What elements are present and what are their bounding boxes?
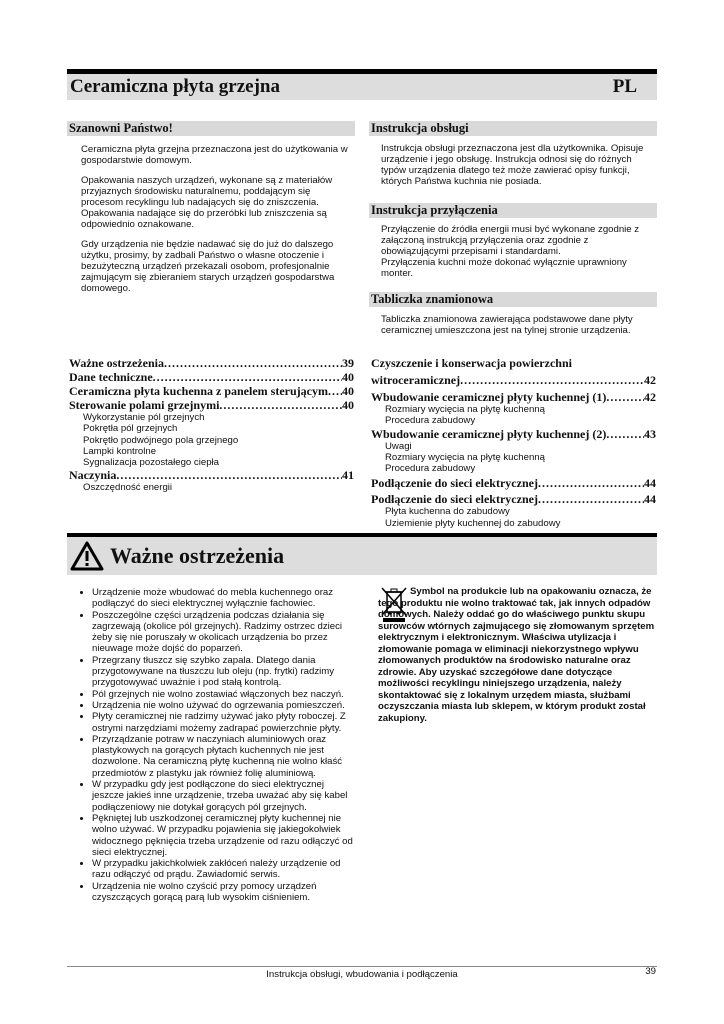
section-heading-rating-plate: Tabliczka znamionowa bbox=[369, 292, 657, 307]
intro-heading: Szanowni Państwo! bbox=[67, 121, 355, 136]
warnings-list bbox=[70, 587, 358, 903]
toc-entry[interactable]: Podłączenie do sieci elektrycznej ..... 44 bbox=[371, 492, 656, 506]
toc-entry[interactable]: Wbudowanie ceramicznej płyty kuchennej (2) ..... 43 bbox=[371, 427, 656, 441]
warning-item: • Pękniętej lub uszkodzonej ceramicznej płyty kuchennej nie wolno używać. W przypadku pojawienia się jakiegokolwiek widocznego pęknięcia trzeba urządzenie od razu odłączyć od sieci elektrycznej. bbox=[92, 813, 358, 858]
warning-item: • Urządzenie może wbudować do mebla kuchennego oraz podłączyć do sieci elektrycznej wyłącznie fachowiec. bbox=[92, 587, 358, 610]
toc-subentry: Uwagi bbox=[385, 440, 412, 452]
toc-entry[interactable]: Sterowanie polami grzejnymi ..... 40 bbox=[69, 398, 354, 412]
toc-right bbox=[371, 356, 656, 529]
toc-entry[interactable]: Wbudowanie ceramicznej płyty kuchennej (1) ..... 42 bbox=[371, 390, 656, 404]
toc-subentry: Lampki kontrolne bbox=[83, 445, 157, 457]
section-text-rating-plate: Tabliczka znamionowa zawierająca podstawowe dane płyty ceramicznej umieszczona jest na tylnej stronie urządzenia. bbox=[381, 314, 633, 336]
toc-subentry: Pokrętła pól grzejnych bbox=[83, 423, 178, 435]
warnings-header bbox=[67, 537, 657, 575]
warning-item: • Urządzenia nie wolno czyścić przy pomocy urządzeń czyszczących gorącą parą lub wysokim ciśnieniem. bbox=[92, 881, 358, 904]
toc-subentry: Procedura zabudowy bbox=[385, 415, 476, 427]
intro-paragraph: Opakowania naszych urządzeń, wykonane są z materiałów przyjaznych środowisku naturalnemu, poddającym się procesom recyklingu lub nadających się do zniszczenia. Opakowania nadające się do przeróbki lub zniszczenia są odpowiednio oznakowane. bbox=[81, 175, 333, 230]
toc-subentry: Sygnalizacja pozostałego ciepła bbox=[83, 457, 219, 469]
toc-entry[interactable]: witroceramicznej ..... 42 bbox=[371, 373, 656, 387]
warnings-list-container bbox=[70, 587, 358, 903]
section-text-connection: Przyłączenie do źródła energii musi być wykonane zgodnie z załączoną instrukcją przyłączenia oraz zgodnie z obowiązującymi przepisami i standardami. Przyłączenia kuchni może dokonać wyłącznie uprawniony monter. bbox=[381, 224, 640, 279]
intro-body bbox=[67, 136, 355, 294]
toc-subentry: Uziemienie płyty kuchennej do zabudowy bbox=[385, 517, 561, 529]
toc-entry[interactable]: Podłączenie do sieci elektrycznej ..... 44 bbox=[371, 476, 656, 490]
warning-triangle-icon bbox=[70, 541, 104, 571]
section-text-instructions: Instrukcja obsługi przeznaczona jest dla użytkownika. Opisuje urządzenie i jego obsługę. Instrukcja odnosi się do różnych typów urządzenia dlatego też może zawierać opisy funkcji, których Państwa kuchnia nie posiada. bbox=[381, 143, 644, 187]
info-sections bbox=[369, 121, 657, 336]
warning-item: • Przegrzany tłuszcz się szybko zapala. Dlatego dania przygotowywane na tłuszczu lub oleju (np. frytki) radzimy przygotowywać uważnie i pod stałą kontrolą. bbox=[92, 655, 358, 689]
toc-subentry: Rozmiary wycięcia na płytę kuchenną bbox=[385, 451, 545, 463]
toc-subentry: Oszczędność energii bbox=[83, 482, 173, 494]
warning-item: • Przyrządzanie potraw w naczyniach aluminiowych oraz plastykowych na gorących płytach kuchennych nie jest dozwolone. Na ceramiczną płytę kuchenną nie wolno kłaść przedmiotów z plastyku jak również folię aluminiową. bbox=[92, 734, 358, 779]
warning-item: • Płyty ceramicznej nie radzimy używać jako płyty roboczej. Z ostrymi narzędziami możemy zadrapać powierzchnie płyty. bbox=[92, 711, 358, 734]
toc-entry[interactable]: Naczynia ..... 41 bbox=[69, 468, 354, 482]
toc-subentry: Rozmiary wycięcia na płytę kuchenną bbox=[385, 404, 545, 415]
weee-notice: Symbol na produkcie lub na opakowaniu oznacza, że tego produktu nie wolno traktować tak, jak innych odpadów domowych. Należy oddać go do właściwego punktu skupu surowców wtórnych zajmującego się złomowanym sprzętem elektrycznym i elektronicznym. Właściwa utylizacja i złomowanie pomaga w eliminacji niekorzystnego wpływu złomowanych produktów na środowisko naturalne oraz zdrowie. Aby uzyskać szczegółowe dane dotyczące możliwości recyklingu niniejszego urządzenia, należy skontaktować się z lokalnym urzędem miasta, służbami oczyszczania miasta lub sklepem, w którym produkt został zakupiony. bbox=[378, 586, 655, 724]
toc-subentry: Procedura zabudowy bbox=[385, 463, 476, 475]
toc-entry-line[interactable]: Czyszczenie i konserwacja powierzchni bbox=[371, 356, 572, 370]
toc-entry[interactable]: Ceramiczna płyta kuchenna z panelem sterującym ..... 40 bbox=[69, 384, 354, 398]
toc-left bbox=[69, 356, 354, 494]
footer-rule bbox=[67, 966, 657, 967]
page-number: 39 bbox=[645, 966, 656, 977]
warnings-title: Ważne ostrzeżenia bbox=[110, 543, 285, 568]
section-heading-instructions: Instrukcja obsługi bbox=[369, 121, 657, 136]
intro-section bbox=[67, 121, 355, 303]
warning-item: • W przypadku jakichkolwiek zakłóceń należy urządzenie od razu odłączyć od prądu. Zawiadomić serwis. bbox=[92, 858, 358, 881]
section-heading-connection: Instrukcja przyłączenia bbox=[369, 203, 657, 218]
page-header bbox=[67, 74, 657, 100]
footer-text: Instrukcja obsługi, wbudowania i podłączenia bbox=[266, 969, 458, 980]
language-code: PL bbox=[612, 76, 637, 97]
toc-subentry: Płyta kuchenna do zabudowy bbox=[385, 506, 510, 518]
warning-item: • Urządzenia nie wolno używać do ogrzewania pomieszczeń. bbox=[92, 700, 358, 711]
intro-paragraph: Ceramiczna płyta grzejna przeznaczona jest do użytkowania w gospodarstwie domowym. bbox=[81, 144, 348, 166]
warning-item: • Pól grzejnych nie wolno zostawiać włączonych bez naczyń. bbox=[92, 689, 358, 700]
toc-entry[interactable]: Dane techniczne ..... 40 bbox=[69, 370, 354, 384]
page-title: Ceramiczna płyta grzejna bbox=[70, 76, 280, 97]
toc-subentry: Pokrętło podwójnego pola grzejnego bbox=[83, 434, 239, 446]
toc-subentry: Wykorzystanie pól grzejnych bbox=[83, 412, 205, 423]
warning-item: • W przypadku gdy jest podłączone do sieci elektrycznej jeszcze jakieś inne urządzenie, trzeba uważać aby się kabel podłączeniowy nie dotykał gorących pól grzejnych. bbox=[92, 779, 358, 813]
intro-paragraph: Gdy urządzenia nie będzie nadawać się do już do dalszego użytku, prosimy, by zadbali Państwo o własne otoczenie i bezużyteczną urządzeń przekazali osobom, profesjonalnie zajmującym się zbieraniem starych urządzeń gospodarstwa domowego. bbox=[81, 239, 335, 294]
warning-item: • Poszczególne części urządzenia podczas działania się zagrzewają (okolice pól grzejnych). Radzimy ostrzec dzieci żeby się nie poruszały w okolicach urządzenia bo przez nieuwage może dojść do poparzeń. bbox=[92, 610, 358, 655]
toc-entry[interactable]: Ważne ostrzeżenia ..... 39 bbox=[69, 356, 354, 370]
